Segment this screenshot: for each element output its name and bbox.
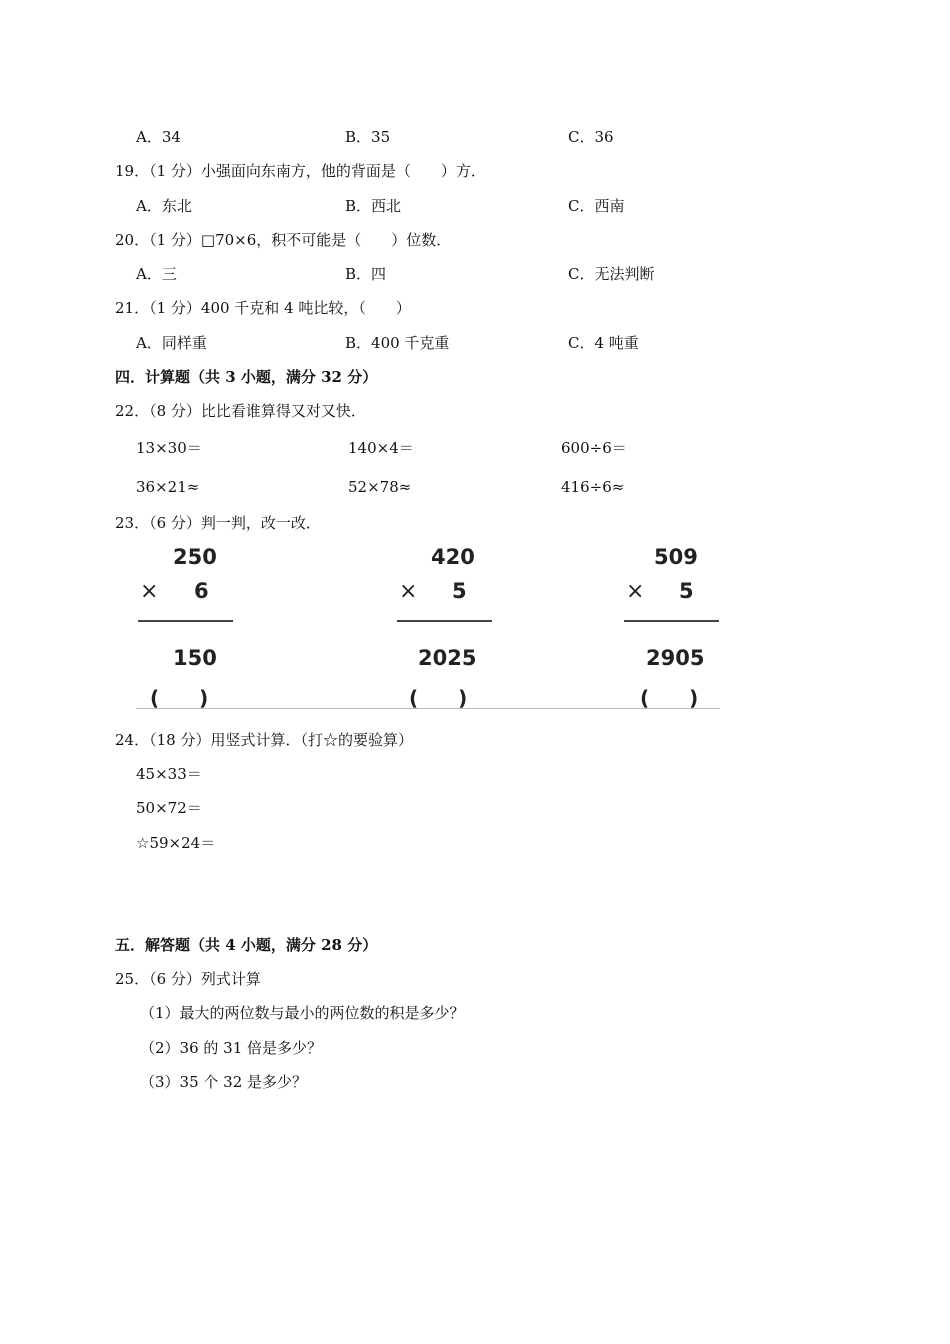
multiplier: 5: [452, 579, 467, 603]
q23-problem-3: [622, 542, 732, 708]
product: 2025: [418, 646, 477, 670]
q20-option-b: B．四: [345, 265, 387, 283]
q25-stem: 25．（6 分）列式计算: [115, 970, 261, 988]
q25-item: （3）35 个 32 是多少？: [140, 1073, 308, 1091]
times-sign: ×: [626, 579, 645, 604]
q19-stem: 19．（1 分）小强面向东南方，他的背面是（ ）方．: [115, 162, 486, 180]
q24-item: 50×72＝: [136, 799, 202, 817]
q22-expr: 140×4＝: [348, 439, 414, 457]
q23-problem-2: [395, 542, 505, 708]
q23-problem-1: [136, 542, 246, 708]
q23-vertical-multiplication-figure: [136, 542, 720, 709]
q20-option-a: A．三: [136, 265, 177, 283]
q22-expr: 13×30＝: [136, 439, 202, 457]
q25-item: （2）36 的 31 倍是多少？: [140, 1039, 323, 1057]
multiplier: 6: [194, 579, 209, 603]
q24-item: 45×33＝: [136, 765, 202, 783]
q23-stem: 23．（6 分）判一判，改一改．: [115, 514, 321, 532]
multiplicand: 509: [654, 545, 698, 569]
answer-blank: ( ): [640, 686, 699, 710]
q20-option-c: C．无法判断: [568, 265, 655, 283]
section-4-title: 四．计算题（共 3 小题，满分 32 分）: [115, 368, 378, 386]
q20-stem: 20．（1 分）□70×6，积不可能是（ ）位数．: [115, 231, 452, 249]
q19-option-a: A．东北: [136, 197, 192, 215]
q24-stem: 24．（18 分）用竖式计算．（打☆的要验算）: [115, 731, 413, 749]
q18-option-b: B．35: [345, 128, 391, 146]
q21-option-b: B．400 千克重: [345, 334, 450, 352]
times-sign: ×: [399, 579, 418, 604]
result-rule: [397, 620, 492, 622]
answer-blank: ( ): [409, 686, 468, 710]
q18-option-c: C．36: [568, 128, 614, 146]
q25-item: （1）最大的两位数与最小的两位数的积是多少？: [140, 1004, 465, 1022]
times-sign: ×: [140, 579, 159, 604]
multiplicand: 250: [173, 545, 217, 569]
q21-option-a: A．同样重: [136, 334, 207, 352]
q19-option-c: C．西南: [568, 197, 625, 215]
q19-option-b: B．西北: [345, 197, 402, 215]
multiplier: 5: [679, 579, 694, 603]
q22-expr: 600÷6＝: [561, 439, 627, 457]
q21-option-c: C．4 吨重: [568, 334, 639, 352]
result-rule: [138, 620, 233, 622]
answer-blank: ( ): [150, 686, 209, 710]
q22-stem: 22．（8 分）比比看谁算得又对又快．: [115, 402, 366, 420]
product: 150: [173, 646, 217, 670]
section-5-title: 五．解答题（共 4 小题，满分 28 分）: [115, 936, 378, 954]
q22-expr: 52×78≈: [348, 478, 412, 496]
q22-expr: 416÷6≈: [561, 478, 625, 496]
product: 2905: [646, 646, 705, 670]
q22-expr: 36×21≈: [136, 478, 200, 496]
multiplicand: 420: [431, 545, 475, 569]
q24-item: ☆59×24＝: [136, 834, 216, 852]
q21-stem: 21．（1 分）400 千克和 4 吨比较，（ ）: [115, 299, 411, 317]
q18-option-a: A．34: [136, 128, 181, 146]
result-rule: [624, 620, 719, 622]
